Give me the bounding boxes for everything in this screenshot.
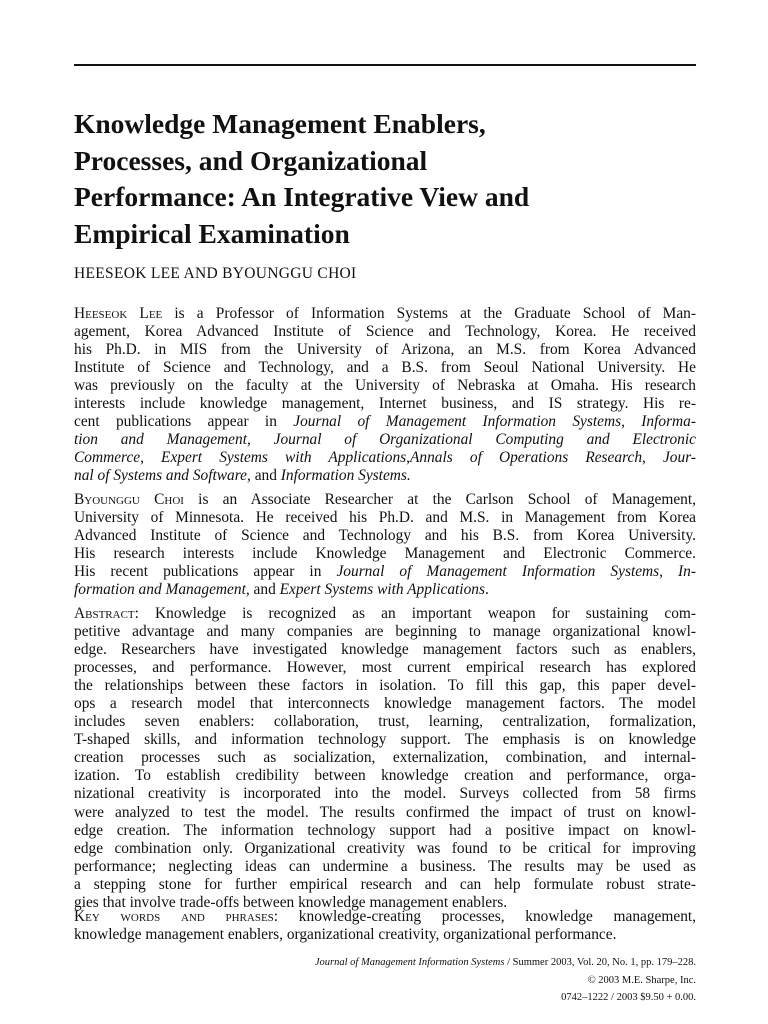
italic-text: nal of Systems and Software,	[74, 467, 251, 485]
text-line	[74, 449, 696, 467]
text-line	[74, 767, 696, 785]
text-line	[74, 413, 696, 431]
text-line	[74, 377, 696, 395]
title-line: Processes, and Organizational	[74, 144, 428, 176]
text-run: processes, and performance. However, most current empirical research has explored	[74, 659, 696, 677]
text-line	[74, 713, 696, 731]
text-line	[74, 731, 696, 749]
text-line	[74, 581, 696, 599]
text-run: is a Professor of Information Systems at the Graduate School of Man-	[162, 305, 696, 322]
run-in-heading: Byounggu Choi	[74, 491, 184, 508]
copyright: © 2003 M.E. Sharpe, Inc.	[587, 975, 696, 986]
text-run: University of Minnesota. He received his Ph.D. and M.S. in Management from Korea	[74, 509, 696, 527]
journal-issue: / Summer 2003, Vol. 20, No. 1, pp. 179–228.	[504, 957, 696, 968]
text-line	[74, 563, 696, 581]
text-line	[74, 545, 696, 563]
text-line	[74, 467, 696, 485]
italic-text: Information Systems.	[280, 467, 411, 485]
text-run: is an Associate Researcher at the Carlson School of Management,	[183, 491, 696, 508]
text-line	[74, 395, 696, 413]
text-run: T-shaped skills, and information technology support. The emphasis is on knowledge	[74, 731, 696, 749]
title-line: Empirical Examination	[74, 217, 350, 249]
text-line	[74, 804, 696, 822]
text-run: knowledge-creating processes, knowledge management,	[278, 908, 697, 925]
text-line	[74, 876, 696, 894]
text-line	[74, 677, 696, 695]
text-run: .	[484, 581, 489, 599]
text-run: and	[250, 467, 281, 485]
text-line	[74, 840, 696, 858]
title-line: Knowledge Management Enablers,	[74, 108, 486, 139]
bio-byounggu-choi	[74, 491, 696, 599]
text-run: agement, Korea Advanced Institute of Science and Technology, Korea. He received	[74, 323, 696, 341]
journal-name: Journal of Management Information Systems	[314, 957, 505, 968]
text-run: performance; neglecting ideas can undermine a business. The results may be used as	[74, 857, 696, 875]
text-run: cent publications appear in	[74, 413, 294, 431]
text-run: edge. Researchers have investigated knowledge management factors such as enablers,	[74, 641, 696, 659]
text-line	[74, 341, 696, 359]
text-line	[74, 908, 696, 926]
italic-text: Expert Systems with Applications	[279, 581, 485, 599]
italic-text: formation and Management,	[74, 581, 250, 599]
text-run: edge combination only. Organizational creativity was found to be critical for improving	[74, 839, 696, 857]
text-run: the relationships between these factors in isolation. To fill this gap, this paper devel-	[74, 677, 696, 695]
text-run: ization. To establish credibility between knowledge creation and performance, orga-	[74, 767, 696, 785]
text-run: His research interests include Knowledge Management and Electronic Commerce.	[74, 545, 696, 563]
text-line	[74, 822, 696, 840]
text-line	[74, 858, 696, 876]
text-line	[74, 695, 696, 713]
journal-citation	[74, 957, 696, 968]
text-line	[74, 527, 696, 545]
text-run: Advanced Institute of Science and Technology and his B.S. from Korea University.	[74, 527, 696, 545]
text-line	[74, 509, 696, 527]
article-title	[74, 106, 696, 252]
text-line	[74, 605, 696, 623]
text-line	[74, 491, 696, 509]
text-run: nizational creativity is incorporated into the model. Surveys collected from 58 firms	[74, 785, 696, 803]
italic-text: Commerce, Expert Systems with Applications,Annals of Operations Research, Jour-	[74, 449, 696, 467]
italic-text: tion and Management, Journal of Organizational Computing and Electronic	[74, 431, 696, 449]
text-run: edge creation. The information technology support had a positive impact on knowl-	[74, 821, 696, 839]
text-run: a stepping stone for further empirical research and can help formulate robust strate-	[74, 875, 696, 893]
run-in-heading: Key words and phrases:	[74, 908, 279, 925]
top-rule	[74, 64, 696, 66]
text-run: ops a research model that interconnects knowledge management factors. The model	[74, 695, 696, 713]
text-run: creation processes such as socialization, externalization, combination, and internal-	[74, 749, 696, 767]
text-line	[74, 785, 696, 803]
author-list: HEESEOK LEE AND BYOUNGGU CHOI	[74, 265, 357, 282]
keywords	[74, 908, 696, 944]
text-run: knowledge management enablers, organizational creativity, organizational performance.	[74, 926, 617, 944]
text-run: and	[249, 581, 280, 599]
text-line	[74, 323, 696, 341]
text-line	[74, 305, 696, 323]
text-run: gies that involve trade-offs between knowledge management enablers.	[74, 893, 508, 911]
text-run: His recent publications appear in	[74, 563, 337, 581]
text-line	[74, 659, 696, 677]
italic-text: Journal of Management Information Systems, In-	[336, 563, 696, 581]
text-line	[74, 749, 696, 767]
run-in-heading: Heeseok Lee	[74, 305, 163, 322]
italic-text: Journal of Management Information Systems, Informa-	[293, 413, 696, 431]
text-run: his Ph.D. in MIS from the University of Arizona, an M.S. from Korea Advanced	[74, 341, 696, 359]
bio-heeseok-lee	[74, 305, 696, 485]
text-line	[74, 641, 696, 659]
text-line	[74, 431, 696, 449]
abstract	[74, 605, 696, 912]
text-run: Institute of Science and Technology, and a B.S. from Seoul National University. He	[74, 359, 696, 377]
text-run: petitive advantage and many companies are beginning to manage organizational knowl-	[74, 623, 696, 641]
text-run: Knowledge is recognized as an important weapon for sustaining com-	[138, 605, 696, 622]
text-line	[74, 359, 696, 377]
text-run: includes seven enablers: collaboration, trust, learning, centralization, formalization,	[74, 713, 696, 731]
text-line	[74, 926, 696, 944]
text-line	[74, 623, 696, 641]
text-run: were analyzed to test the model. The results confirmed the impact of trust on knowl-	[74, 803, 696, 821]
run-in-heading: Abstract:	[74, 605, 139, 622]
title-line: Performance: An Integrative View and	[74, 181, 530, 212]
text-run: interests include knowledge management, Internet business, and IS strategy. His re-	[74, 395, 696, 413]
issn-price: 0742–1222 / 2003 $9.50 + 0.00.	[561, 992, 696, 1003]
text-run: was previously on the faculty at the University of Nebraska at Omaha. His research	[74, 377, 696, 395]
